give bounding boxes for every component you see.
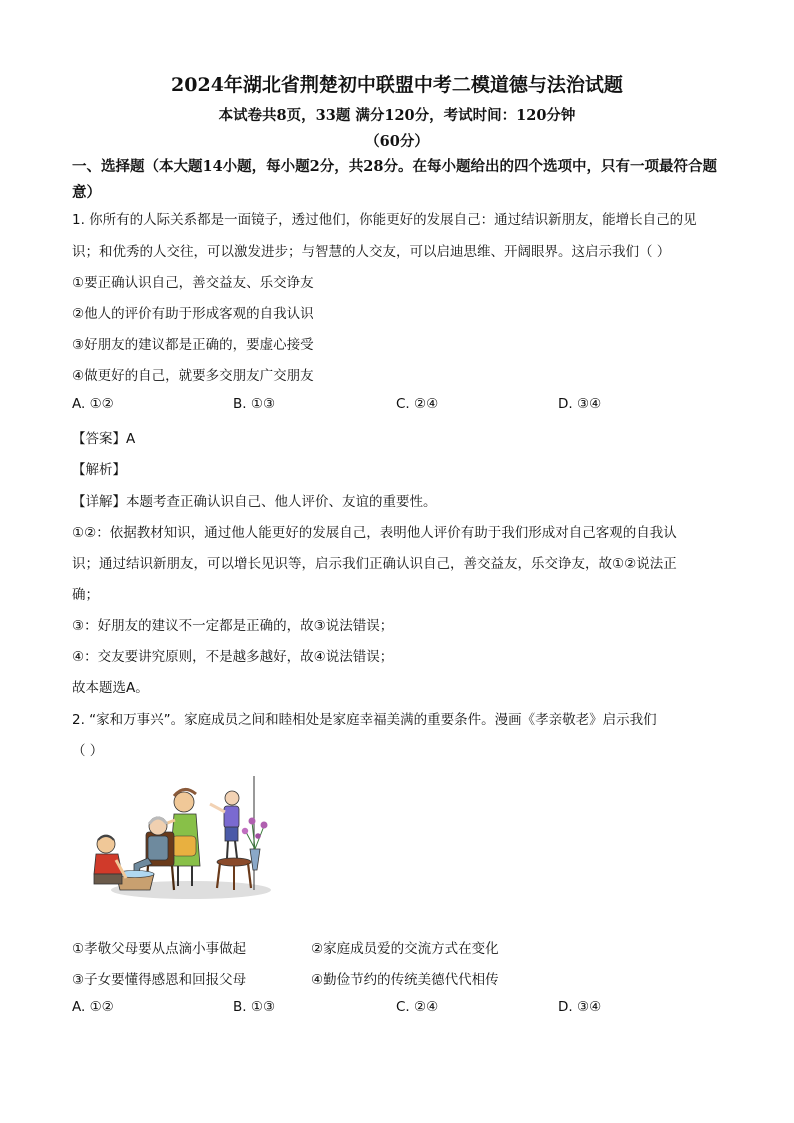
q1-statement: ②他人的评价有助于形成客观的自我认识 — [72, 306, 314, 322]
q1-option-c: C. ②④ — [396, 396, 439, 412]
q1-stem-line: 识；和优秀的人交往，可以激发进步；与智慧的人交友，可以启迪思维、开阔眼界。这启示我们（ ） — [72, 244, 671, 260]
q2-stem-line: （ ） — [72, 743, 104, 759]
section-heading: 一、选择题（本大题14小题，每小题2分，共28分。在每小题给出的四个选项中，只有一项最符合题意） — [72, 158, 717, 201]
q2-statement: ①孝敬父母要从点滴小事做起 — [72, 941, 247, 957]
q2-statement: ④勤俭节约的传统美德代代相传 — [311, 972, 499, 988]
q2-statement: ③子女要懂得感恩和回报父母 — [72, 972, 247, 988]
comic-illustration — [86, 774, 274, 904]
q1-analysis-line: ③：好朋友的建议不一定都是正确的，故③说法错误； — [72, 618, 394, 634]
page-title: 2024年湖北省荆楚初中联盟中考二模道德与法治试题 — [171, 74, 623, 96]
q1-option-a: A. ①② — [72, 396, 114, 412]
q1-analysis-line: ①②：依据教材知识，通过他人能更好的发展自己，表明他人评价有助于我们形成对自己客观的自我认 — [72, 525, 677, 541]
q1-analysis-label: 【解析】 — [72, 462, 126, 478]
q1-analysis-line: 识；通过结识新朋友，可以增长见识等，启示我们正确认识自己，善交益友，乐交诤友，故①②说法正 — [72, 556, 677, 572]
q2-statement: ②家庭成员爱的交流方式在变化 — [311, 941, 499, 957]
q2-option-d: D. ③④ — [558, 999, 602, 1015]
q2-option-a: A. ①② — [72, 999, 114, 1015]
q1-analysis-line: 确； — [72, 587, 99, 603]
q1-analysis-line: 故本题选A。 — [72, 680, 149, 696]
q2-option-b: B. ①③ — [233, 999, 276, 1015]
q1-analysis-line: 【详解】本题考查正确认识自己、他人评价、友谊的重要性。 — [72, 494, 437, 510]
q2-stem-line: 2. “家和万事兴”。家庭成员之间和睦相处是家庭幸福美满的重要条件。漫画《孝亲敬老》启示我们 — [72, 712, 657, 728]
q2-option-c: C. ②④ — [396, 999, 439, 1015]
q1-statement: ④做更好的自己，就要多交朋友广交朋友 — [72, 368, 314, 384]
q1-statement: ①要正确认识自己，善交益友、乐交诤友 — [72, 275, 314, 291]
q1-analysis-line: ④：交友要讲究原则，不是越多越好，故④说法错误； — [72, 649, 394, 665]
q1-statement: ③好朋友的建议都是正确的，要虚心接受 — [72, 337, 314, 353]
q1-answer: 【答案】A — [72, 431, 136, 447]
exam-info: 本试卷共8页，33题 满分120分，考试时间：120分钟 — [218, 107, 576, 124]
q1-option-d: D. ③④ — [558, 396, 602, 412]
section-score: （60分） — [365, 133, 429, 150]
q1-stem-line: 1. 你所有的人际关系都是一面镜子，透过他们，你能更好的发展自己：通过结识新朋友，能增长自己的见 — [72, 212, 697, 228]
q1-option-b: B. ①③ — [233, 396, 276, 412]
